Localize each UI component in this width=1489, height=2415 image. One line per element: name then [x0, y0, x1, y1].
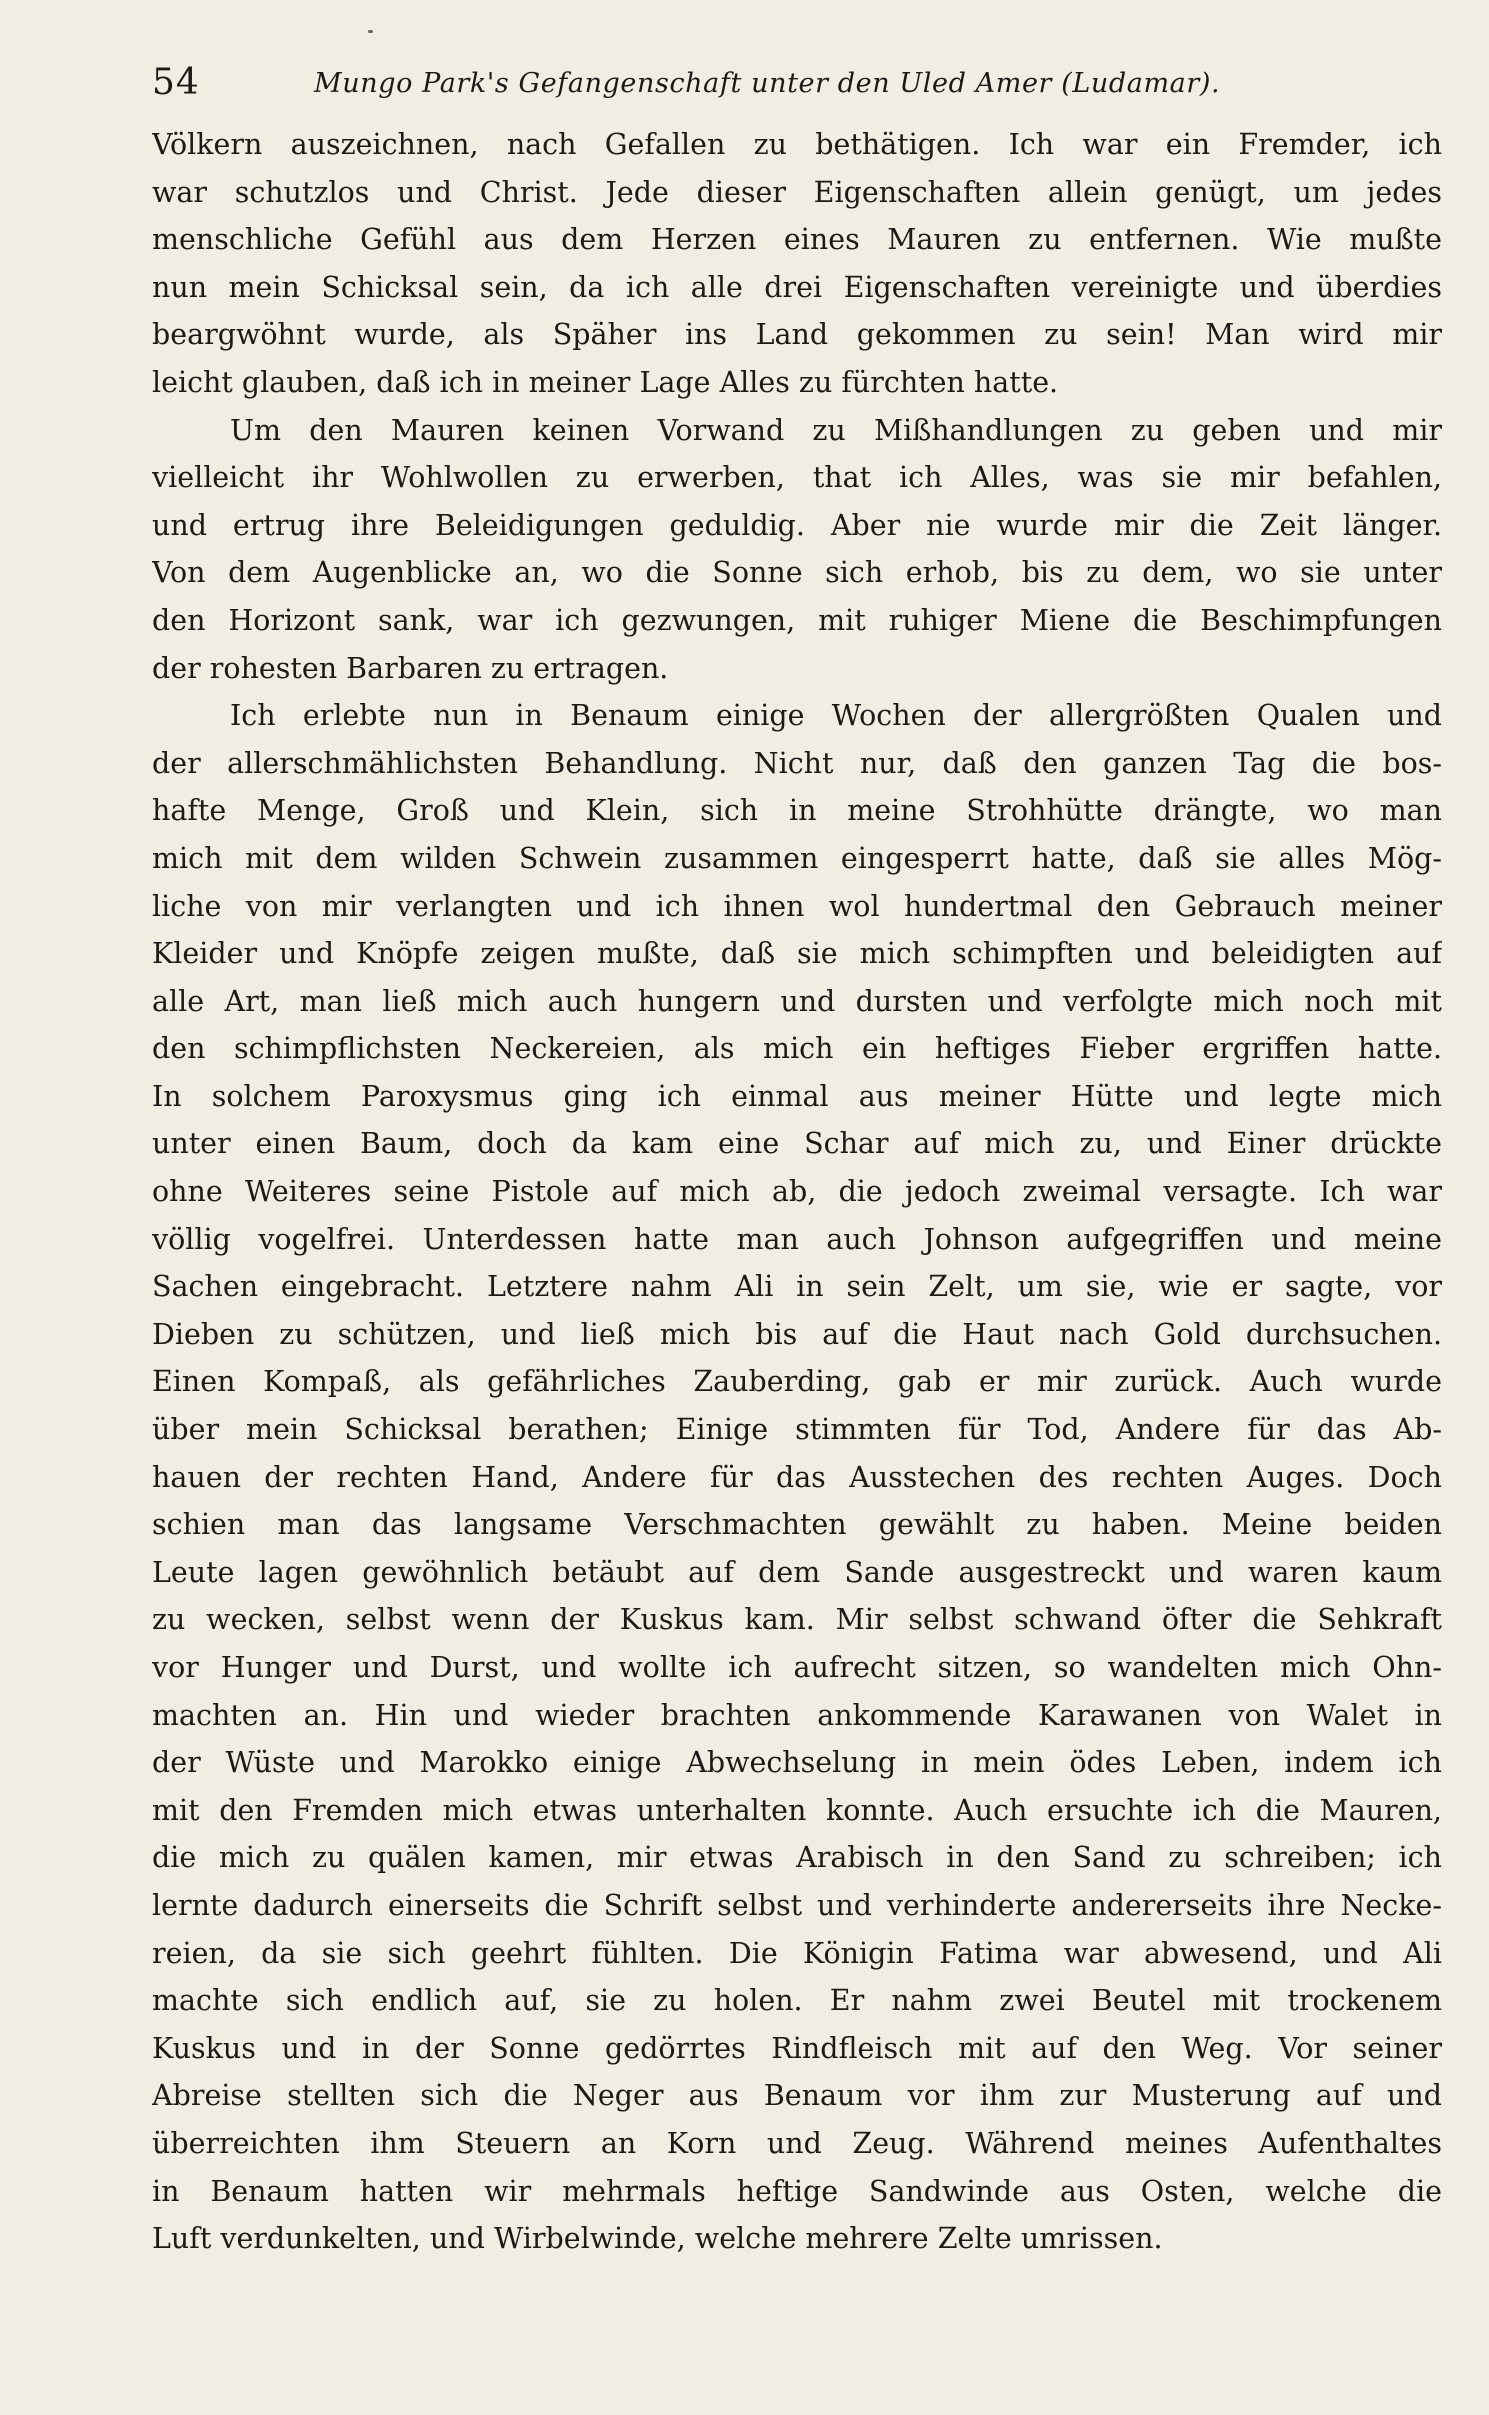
- text-line: Kleider und Knöpfe zeigen mußte, daß sie mich schimpften und beleidigten auf: [152, 937, 1442, 971]
- text-line: beargwöhnt wurde, als Späher ins Land gekommen zu sein! Man wird mir: [152, 318, 1442, 352]
- text-line: Um den Mauren keinen Vorwand zu Mißhandlungen zu geben und mir: [230, 413, 1442, 447]
- text-line: schien man das langsame Verschmachten gewählt zu haben. Meine beiden: [152, 1508, 1442, 1542]
- running-head: Mungo Park's Gefangenschaft unter den Uled Amer (Ludamar).: [314, 68, 1221, 99]
- text-line: unter einen Baum, doch da kam eine Schar auf mich zu, und Einer drückte: [152, 1127, 1442, 1161]
- text-line: Einen Kompaß, als gefährliches Zauberding, gab er mir zurück. Auch wurde: [152, 1365, 1442, 1399]
- text-line: über mein Schicksal berathen; Einige stimmten für Tod, Andere für das Ab-: [152, 1413, 1442, 1447]
- body-text: [152, 121, 1442, 2263]
- text-line: machten an. Hin und wieder brachten ankommende Karawanen von Walet in: [152, 1698, 1442, 1732]
- text-line: zu wecken, selbst wenn der Kuskus kam. Mir selbst schwand öfter die Sehkraft: [152, 1603, 1442, 1637]
- text-line: den schimpflichsten Neckereien, als mich ein heftiges Fieber ergriffen hatte.: [152, 1032, 1442, 1066]
- text-line: ohne Weiteres seine Pistole auf mich ab, die jedoch zweimal versagte. Ich war: [152, 1175, 1442, 1209]
- text-line: In solchem Paroxysmus ging ich einmal aus meiner Hütte und legte mich: [152, 1079, 1442, 1113]
- text-line: Abreise stellten sich die Neger aus Benaum vor ihm zur Musterung auf und: [152, 2079, 1442, 2113]
- text-line: hafte Menge, Groß und Klein, sich in meine Strohhütte drängte, wo man: [152, 794, 1442, 828]
- text-line: der allerschmählichsten Behandlung. Nicht nur, daß den ganzen Tag die bos-: [152, 746, 1442, 780]
- text-line: Luft verdunkelten, und Wirbelwinde, welche mehrere Zelte umrissen.: [152, 2222, 1163, 2256]
- text-line: der rohesten Barbaren zu ertragen.: [152, 651, 669, 685]
- page-header: [152, 58, 1442, 112]
- text-line: die mich zu quälen kamen, mir etwas Arabisch in den Sand zu schreiben; ich: [152, 1841, 1442, 1875]
- page-number: 54: [152, 62, 200, 103]
- text-line: Völkern auszeichnen, nach Gefallen zu bethätigen. Ich war ein Fremder, ich: [152, 128, 1442, 161]
- text-line: und ertrug ihre Beleidigungen geduldig. Aber nie wurde mir die Zeit länger.: [152, 508, 1442, 542]
- text-line: Sachen eingebracht. Letztere nahm Ali in sein Zelt, um sie, wie er sagte, vor: [152, 1270, 1442, 1304]
- text-line: Leute lagen gewöhnlich betäubt auf dem Sande ausgestreckt und waren kaum: [152, 1555, 1442, 1589]
- text-line: Ich erlebte nun in Benaum einige Wochen der allergrößten Qualen und: [230, 699, 1442, 733]
- text-line: den Horizont sank, war ich gezwungen, mit ruhiger Miene die Beschimpfungen: [152, 603, 1442, 637]
- text-line: alle Art, man ließ mich auch hungern und dursten und verfolgte mich noch mit: [152, 984, 1442, 1018]
- text-line: vor Hunger und Durst, und wollte ich aufrecht sitzen, so wandelten mich Ohn-: [152, 1651, 1442, 1684]
- text-line: der Wüste und Marokko einige Abwechselung in mein ödes Leben, indem ich: [152, 1746, 1442, 1780]
- text-line: menschliche Gefühl aus dem Herzen eines Mauren zu entfernen. Wie mußte: [152, 223, 1442, 257]
- text-line: völlig vogelfrei. Unterdessen hatte man auch Johnson aufgegriffen und meine: [152, 1222, 1442, 1256]
- text-line: überreichten ihm Steuern an Korn und Zeug. Während meines Aufenthaltes: [152, 2126, 1442, 2160]
- text-line: Von dem Augenblicke an, wo die Sonne sich erhob, bis zu dem, wo sie unter: [152, 556, 1442, 590]
- text-line: Kuskus und in der Sonne gedörrtes Rindfleisch mit auf den Weg. Vor seiner: [152, 2031, 1442, 2065]
- text-line: lernte dadurch einerseits die Schrift selbst und verhinderte andererseits ihre Necke-: [152, 1888, 1442, 1922]
- text-line: war schutzlos und Christ. Jede dieser Eigenschaften allein genügt, um jedes: [152, 175, 1442, 209]
- text-line: hauen der rechten Hand, Andere für das Ausstechen des rechten Auges. Doch: [152, 1460, 1442, 1494]
- text-line: nun mein Schicksal sein, da ich alle drei Eigenschaften vereinigte und überdies: [152, 270, 1442, 304]
- text-line: mit den Fremden mich etwas unterhalten konnte. Auch ersuchte ich die Mauren,: [152, 1793, 1442, 1827]
- print-speck: [368, 30, 373, 33]
- text-line: machte sich endlich auf, sie zu holen. Er nahm zwei Beutel mit trockenem: [152, 1984, 1442, 2018]
- text-line: leicht glauben, daß ich in meiner Lage Alles zu fürchten hatte.: [152, 365, 1059, 399]
- text-line: Dieben zu schützen, und ließ mich bis auf die Haut nach Gold durchsuchen.: [152, 1317, 1442, 1351]
- text-line: liche von mir verlangten und ich ihnen wol hundertmal den Gebrauch meiner: [152, 889, 1442, 923]
- text-line: reien, da sie sich geehrt fühlten. Die Königin Fatima war abwesend, und Ali: [152, 1936, 1442, 1970]
- text-line: vielleicht ihr Wohlwollen zu erwerben, that ich Alles, was sie mir befahlen,: [152, 461, 1442, 495]
- text-line: mich mit dem wilden Schwein zusammen eingesperrt hatte, daß sie alles Mög-: [152, 841, 1442, 875]
- text-line: in Benaum hatten wir mehrmals heftige Sandwinde aus Osten, welche die: [152, 2174, 1442, 2208]
